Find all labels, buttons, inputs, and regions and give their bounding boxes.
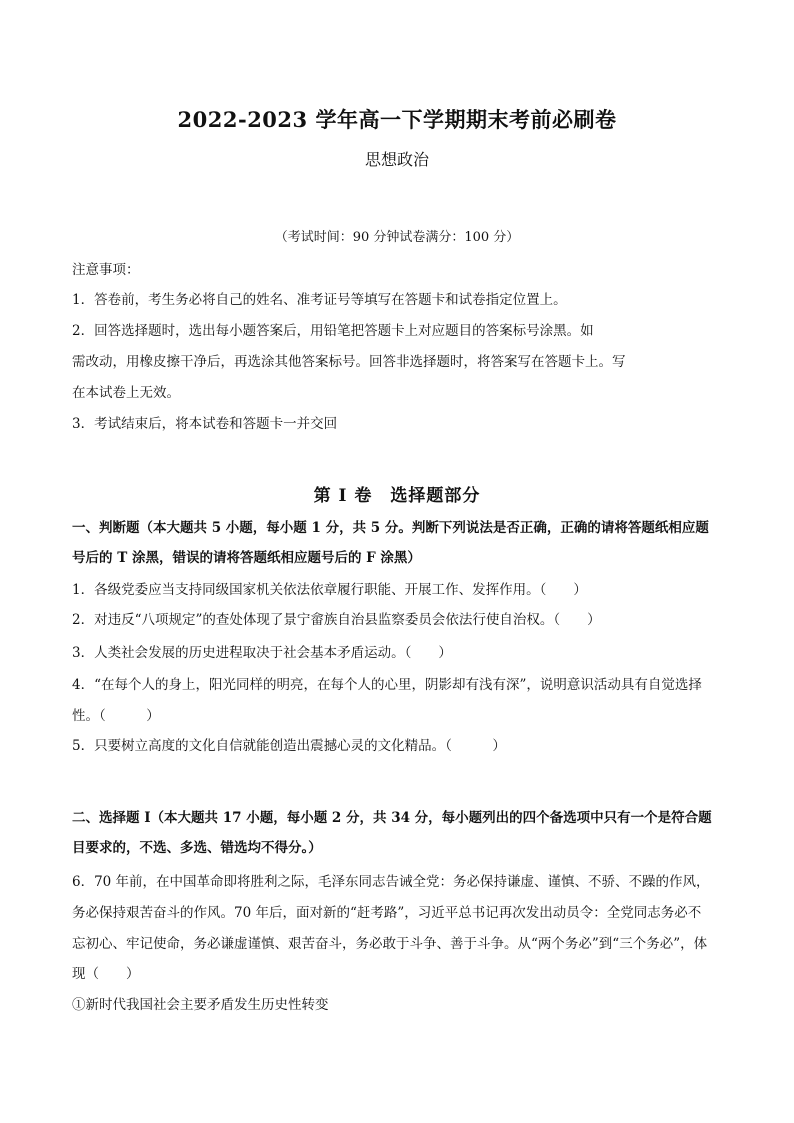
notice-line: 需改动，用橡皮擦干净后，再选涂其他答案标号。回答非选择题时，将答案写在答题卡上。写 xyxy=(72,354,626,370)
question-item: 性。（ ） xyxy=(72,708,160,724)
notice-line: 在本试卷上无效。 xyxy=(72,385,180,401)
notice-line: 3．考试结束后，将本试卷和答题卡一并交回 xyxy=(72,416,338,432)
section-title: 第 I 卷 选择题部分 xyxy=(313,486,481,506)
question-item: 3．人类社会发展的历史进程取决于社会基本矛盾运动。（ ） xyxy=(72,645,452,661)
part2-heading: 目要求的，不选、多选、错选均不得分。） xyxy=(72,840,322,856)
question-line: 务必保持艰苦奋斗的作风。70 年后，面对新的“赶考路”，习近平总书记再次发出动员令：全党同志务必不 xyxy=(72,905,702,921)
question-item: 1．各级党委应当支持同级国家机关依法依章履行职能、开展工作、发挥作用。（ ） xyxy=(72,582,587,598)
question-line: 现（ ） xyxy=(72,966,140,982)
question-line: 6．70 年前，在中国革命即将胜利之际，毛泽东同志告诫全党：务必保持谦虚、谨慎、不骄、不躁的作风， xyxy=(72,874,710,890)
part1-heading: 一、判断题（本大题共 5 小题，每小题 1 分，共 5 分。判断下列说法是否正确，正确的请将答题纸相应题 xyxy=(72,520,709,536)
document-title: 2022-2023 学年高一下学期期末考前必刷卷 xyxy=(177,107,617,132)
document-subtitle: 思想政治 xyxy=(364,150,429,169)
part2-heading: 二、选择题 I（本大题共 17 小题，每小题 2 分，共 34 分，每小题列出的四个备选项中只有一个是符合题 xyxy=(72,810,712,826)
notice-heading: 注意事项： xyxy=(72,262,140,278)
question-line: 忘初心、牢记使命，务必谦虚谨慎、艰苦奋斗，务必敢于斗争、善于斗争。从“两个务必”到“三个务必”，体 xyxy=(72,936,708,952)
question-item: 5．只要树立高度的文化自信就能创造出震撼心灵的文化精品。（ ） xyxy=(72,738,506,754)
question-item: 4．“在每个人的身上，阳光同样的明亮，在每个人的心里，阴影却有浅有深”，说明意识活动具有自觉选择 xyxy=(72,677,702,693)
exam-info: （考试时间：90 分钟试卷满分：100 分） xyxy=(274,230,520,245)
part1-heading: 号后的 T 涂黑，错误的请将答题纸相应题号后的 F 涂黑） xyxy=(72,550,421,566)
question-item: 2．对违反“八项规定”的查处体现了景宁畲族自治县监察委员会依法行使自治权。（ ） xyxy=(72,612,601,628)
notice-line: 2．回答选择题时，选出每小题答案后，用铅笔把答题卡上对应题目的答案标号涂黑。如 xyxy=(72,323,594,339)
question-option: ①新时代我国社会主要矛盾发生历史性转变 xyxy=(72,997,329,1013)
notice-line: 1．答卷前，考生务必将自己的姓名、准考证号等填写在答题卡和试卷指定位置上。 xyxy=(72,292,567,308)
